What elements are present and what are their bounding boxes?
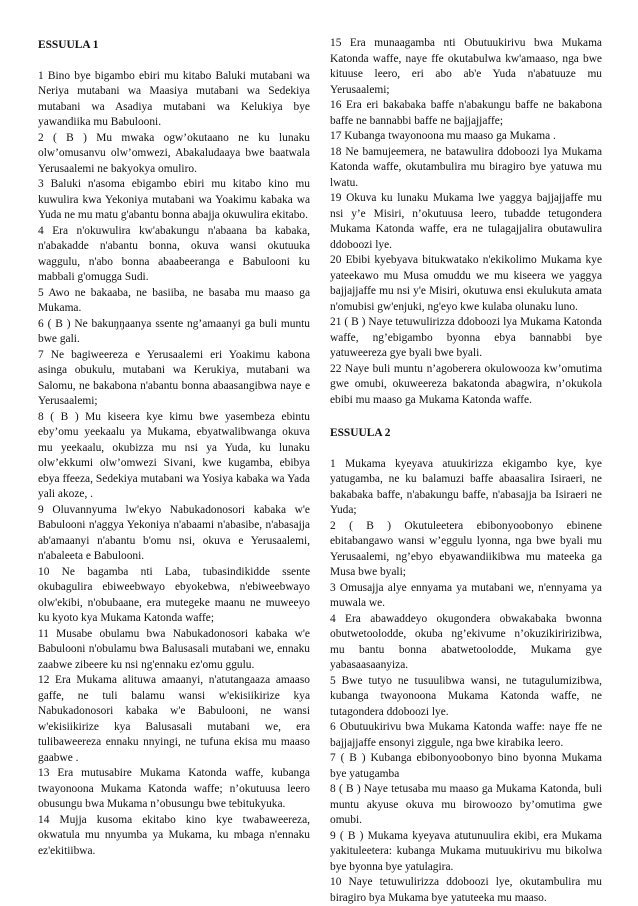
section-spacer bbox=[330, 408, 602, 424]
verse-1-16: 16 Era eri bakabaka baffe n'abakungu baffe ne bakabona baffe ne bannabbi baffe ne bajjajjaffe; bbox=[330, 99, 602, 127]
verse-2-3: 3 Omusajja alye ennyama ya mutabani we, n'ennyama ya muwala we. bbox=[330, 581, 602, 609]
right-column bbox=[330, 36, 602, 906]
verse-1-22: 22 Naye buli muntu n’agoberera okulowooza kw’omutima gwe omubi, okuweereza bakatonda abagwira, n’okukola ebibi mu maaso ga Mukama Katonda waffe. bbox=[330, 362, 602, 406]
verse-1-9: 9 Oluvannyuma lw'ekyo Nabukadonosori kabaka w'e Babulooni n'aggya Yekoniya n'abaami n'abasibe, n'abasajja ab'amaanyi n'abantu b'omu nsi, okuva e Yerusaalemi, n'abaleeta e Babulooni. bbox=[38, 503, 310, 562]
verse-2-8: 8 ( B ) Naye tetusaba mu maaso ga Mukama Katonda, buli muntu akyuse okuva mu birowoozo by’omutima gwe omubi. bbox=[330, 783, 602, 826]
chapter-1-heading: ESSUULA 1 bbox=[38, 39, 99, 51]
verse-1-12: 12 Era Mukama alituwa amaanyi, n'atutangaaza amaaso gaffe, ne tuli balamu wansi w'ekisiikirize kya Nabukadonosori kabaka w'e Babulooni, ne wansi w'ekisiikirize kya Balusasali mutabani we, era tulibaweereza ennaku nnyingi, ne tufuna ekisa mu maaso gaabwe . bbox=[38, 674, 310, 764]
verse-2-10: 10 Naye tetuwulirizza ddoboozi lye, okutambulira mu biragiro bya Mukama bye yatuteeka mu maaso. bbox=[330, 876, 602, 904]
chapter-2-heading: ESSUULA 2 bbox=[330, 427, 391, 439]
verse-1-21: 21 ( B ) Naye tetuwulirizza ddoboozi lya Mukama Katonda waffe, ng’ebigambo byonna ebya bannabbi bye yatuweereza gye byali bwe byali. bbox=[330, 316, 602, 359]
verse-1-6: 6 ( B ) Ne bakuŋŋaanya ssente ng’amaanyi ga buli muntu bwe gali. bbox=[38, 317, 310, 345]
verse-1-14: 14 Mujja kusoma ekitabo kino kye twabaweereza, okwatula mu nnyumba ya Mukama, ku mbaga n'ennaku ez'ekitiibwa. bbox=[38, 813, 310, 857]
verse-2-1: 1 Mukama kyeyava atuukirizza ekigambo kye, kye yatugamba, ne ku balamuzi baffe abaasalira Isiraeri, ne bakabaka baffe, n'abakungu baffe, n'abasajja ba Isiraeri ne Yuda; bbox=[330, 457, 602, 516]
verse-2-7: 7 ( B ) Kubanga ebibonyoobonyo bino byonna Mukama bye yatugamba bbox=[330, 752, 602, 780]
verse-1-2: 2 ( B ) Mu mwaka ogw’okutaano ne ku lunaku olw’omusanvu olw’omwezi, Abakaludaaya bwe baatwala Yerusaalemi ne bakyokya omuliro. bbox=[38, 131, 310, 175]
verse-1-1: 1 Bino bye bigambo ebiri mu kitabo Baluki mutabani wa Neriya mutabani wa Maasiya mutabani wa Sedekiya mutabani wa Asadiya mutabani wa Kelukiya bye yawandiika mu Babulooni. bbox=[38, 69, 310, 128]
verse-2-9: 9 ( B ) Mukama kyeyava atutunuulira ekibi, era Mukama yakituleetera: kubanga Mukama mutuukirivu mu bikolwa bye byonna bye yatulagira. bbox=[330, 829, 602, 873]
verse-1-3: 3 Baluki n'asoma ebigambo ebiri mu kitabo kino mu kuwulira kwa Yekoniya mutabani wa Yoakimu kabaka wa Yuda ne mu matu g'abantu bonna abajja okuwulira ekitabo. bbox=[38, 178, 310, 221]
verse-2-6: 6 Obutuukirivu bwa Mukama Katonda waffe: naye ffe ne bajjajjaffe ensonyi ziggule, nga bwe kirabika leero. bbox=[330, 721, 602, 749]
verse-1-17: 17 Kubanga twayonoona mu maaso ga Mukama . bbox=[330, 130, 556, 142]
verse-1-5: 5 Awo ne bakaaba, ne basiiba, ne basaba mu maaso ga Mukama. bbox=[38, 286, 310, 314]
verse-1-18: 18 Ne bamujeemera, ne batawulira ddoboozi lya Mukama Katonda waffe, okutambulira mu biragiro bye yatuwa mu lwatu. bbox=[330, 145, 602, 189]
verse-1-7: 7 Ne bagiweereza e Yerusaalemi eri Yoakimu kabona asinga obukulu, mutabani wa Kerukiya, mutabani wa Salomu, ne bakabona n'abantu bonna abaasangibwa naye e Yerusaalemi; bbox=[38, 348, 310, 407]
verse-2-5: 5 Bwe tutyo ne tusuulibwa wansi, ne tutagulumizibwa, kubanga twayonoona Mukama Katonda waffe, ne tutagondera ddoboozi lye. bbox=[330, 674, 602, 718]
verse-1-19: 19 Okuva ku lunaku Mukama lwe yaggya bajjajjaffe mu nsi y’e Misiri, n’okutuusa leero, tubadde tetugondera Mukama Katonda waffe, era ne tulagajjalira obutawulira ddoboozi lye. bbox=[330, 192, 602, 251]
verse-2-2: 2 ( B ) Okutuleetera ebibonyoobonyo ebinene ebitabangawo wansi w’eggulu lyonna, nga bwe byali mu Yerusaalemi, ng’ebyo ebyawandiikibwa mu mateeka ga Musa bwe byali; bbox=[330, 519, 602, 578]
verse-1-8: 8 ( B ) Mu kiseera kye kimu bwe yasembeza ebintu eby’omu yeekaalu ya Mukama, ebyatwalibwanga okuva mu yeekaalu, okubizza mu nsi ya Yuda, ku lunaku olw’ekkumi olw’omwezi Sivani, kwe kugamba, ebibya ebya ffeeza, Sedekiya mutabani wa Yosiya kabaka wa Yada yali akoze, . bbox=[38, 410, 310, 500]
left-column bbox=[38, 36, 310, 859]
verse-1-20: 20 Ebibi kyebyava bitukwatako n'ekikolimo Mukama kye yateekawo mu Musa omuddu we mu kiseera we yaggya bajjajjaffe mu nsi y'e Misiri, okutuwa ensi ekulukuta amata n'omubisi gw'enjuki, ng'eyo kwe kulaba olunaku luno. bbox=[330, 254, 602, 313]
verse-1-10: 10 Ne bagamba nti Laba, tubasindikidde ssente okubagulira ebiweebwayo ebyokebwa, n'ebiweebwayo olw'ekibi, n'obubaane, era mutegeke maanu ne muweeyo ku kyoto kya Mukama Katonda waffe; bbox=[38, 565, 310, 624]
verse-1-4: 4 Era n'okuwulira kw'abakungu n'abaana ba kabaka, n'abakadde n'abantu bonna, okuva wansi okutuuka waggulu, n'abo bonna abaabeeranga e Babulooni ku mabbali g'omugga Sudi. bbox=[38, 224, 310, 283]
verse-1-15: 15 Era munaagamba nti Obutuukirivu bwa Mukama Katonda waffe, naye ffe okutabulwa kw'amaaso, nga bwe kituuse leero, eri abo ab'e Yuda n'abatuuze mu Yerusaalemi; bbox=[330, 37, 602, 96]
verse-1-11: 11 Musabe obulamu bwa Nabukadonosori kabaka w'e Babulooni n'obulamu bwa Balusasali mutabani we, ennaku zaabwe zibeere ku nsi ng'ennaku ez'omu ggulu. bbox=[38, 627, 310, 671]
verse-1-13: 13 Era mutusabire Mukama Katonda waffe, kubanga twayonoona Mukama Katonda waffe; n’okutuusa leero obusungu bwa Mukama n’obusungu bwe tebitukyuka. bbox=[38, 767, 310, 810]
verse-2-4: 4 Era abawaddeyo okugondera obwakabaka bwonna obutwetoolodde, okuba ng’ekivume n’okuzikiririzibwa, mu bantu bonna abatwetoolodde, Mukama gye yabasaasaanyiza. bbox=[330, 612, 602, 671]
